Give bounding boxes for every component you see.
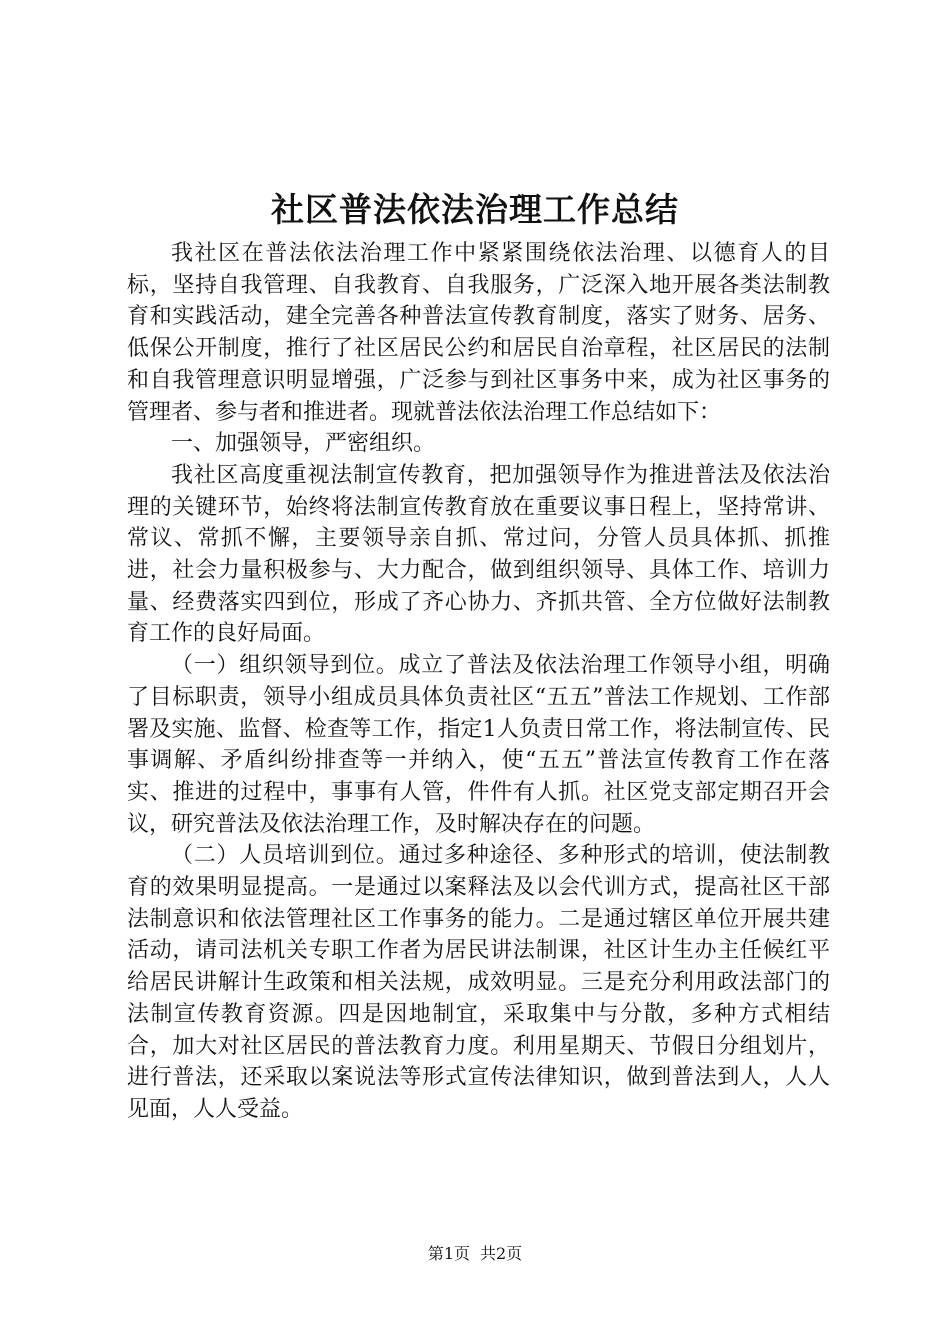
subsection-2-paragraph: （二）人员培训到位。通过多种途径、多种形式的培训，使法制教育的效果明显提高。一是通过以案释法及以会代训方式，提高社区干部法制意识和依法管理社区工作事务的能力。二是通过辖区单位开展共建活动，请司法机关专职工作者为居民讲法制课，社区计生办主任候红平给居民讲解计生政策和相关法规，成效明显。三是充分利用政法部门的法制宣传教育资源。四是因地制宜，采取集中与分散，多种方式相结合，加大对社区居民的普法教育力度。利用星期天、节假日分组划片，进行普法，还采取以案说法等形式宣传法律知识，做到普法到人，人人见面，人人受益。 bbox=[127, 843, 830, 1122]
page-footer bbox=[0, 1242, 950, 1266]
section-1-paragraph: 我社区高度重视法制宣传教育，把加强领导作为推进普法及依法治理的关键环节，始终将法制宣传教育放在重要议事日程上，坚持常讲、常议、常抓不懈，主要领导亲自抓、常过问，分管人员具体抓、抓推进，社会力量积极参与、大力配合，做到组织领导、具体工作、培训力量、经费落实四到位，形成了齐心协力、齐抓共管、全方位做好法制教育工作的良好局面。 bbox=[127, 462, 830, 647]
section-heading-1: 一、加强领导，严密组织。 bbox=[171, 431, 436, 457]
page-number: 第1页 bbox=[427, 1244, 470, 1263]
document-title: 社区普法依法治理工作总结 bbox=[271, 190, 679, 229]
subsection-1-paragraph: （一）组织领导到位。成立了普法及依法治理工作领导小组，明确了目标职责，领导小组成员具体负责社区“五五”普法工作规划、工作部署及实施、监督、检查等工作，指定1人负责日常工作，将法制宣传、民事调解、矛盾纠纷排查等一并纳入，使“五五”普法宣传教育工作在落实、推进的过程中，事事有人管，件件有人抓。社区党支部定期召开会议，研究普法及依法治理工作，及时解决存在的问题。 bbox=[127, 653, 830, 837]
document-body bbox=[127, 238, 830, 1126]
page-total: 共2页 bbox=[480, 1244, 523, 1263]
intro-paragraph: 我社区在普法依法治理工作中紧紧围绕依法治理、以德育人的目标，坚持自我管理、自我教育、自我服务，广泛深入地开展各类法制教育和实践活动，建全完善各种普法宣传教育制度，落实了财务、居务、低保公开制度，推行了社区居民公约和居民自治章程，社区居民的法制和自我管理意识明显增强，广泛参与到社区事务中来，成为社区事务的管理者、参与者和推进者。现就普法依法治理工作总结如下： bbox=[127, 241, 830, 425]
